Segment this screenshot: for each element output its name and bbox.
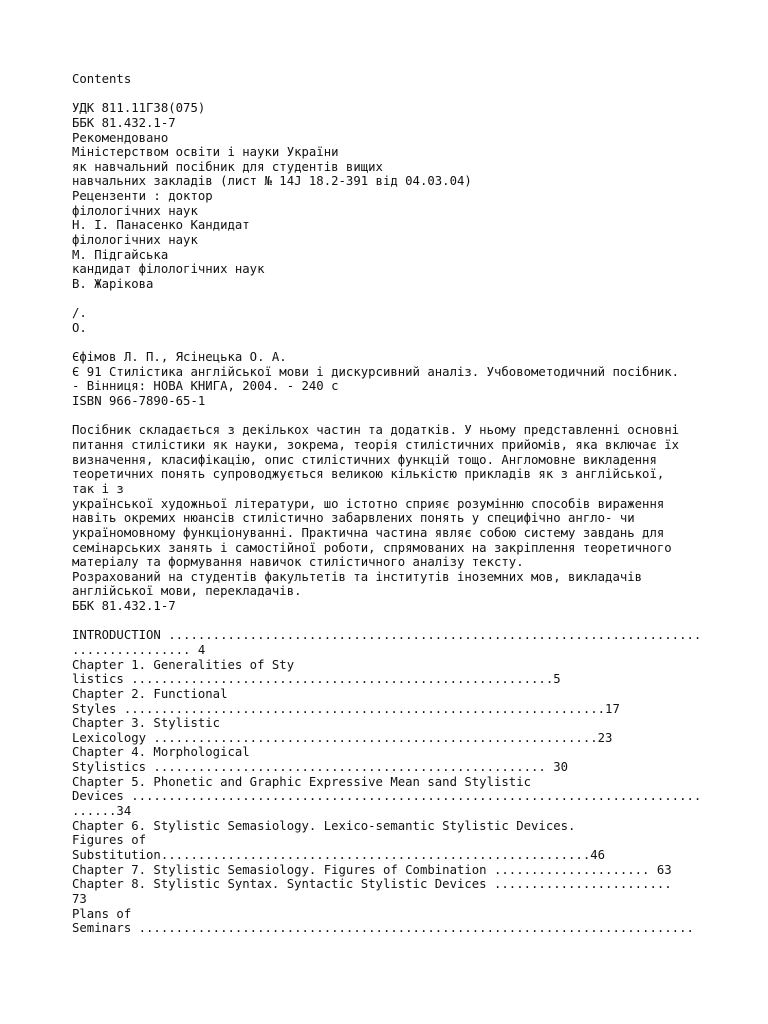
- toc-line: Chapter 3. Stylistic: [72, 716, 221, 731]
- stray-mark: О.: [72, 320, 87, 335]
- toc-line: Devices .............................................................................: [72, 789, 702, 804]
- annotation-line: матеріалу та формування навичок стилістичного аналізу тексту.: [72, 555, 524, 570]
- toc-line: Styles .................................................................17: [72, 701, 620, 716]
- toc-line: Chapter 1. Generalities of Sty: [72, 657, 295, 672]
- annotation-line: визначення, класифікацію, опис стилістичних функцій тощо. Англомовне викладення: [72, 452, 657, 467]
- annotation-line: так і з: [72, 481, 124, 496]
- blank-line: [72, 87, 752, 102]
- toc-line: Chapter 5. Phonetic and Graphic Expressive Mean sand Stylistic: [72, 774, 532, 789]
- toc-line: Lexicology ............................................................23: [72, 730, 613, 745]
- toc-line: Substitution..........................................................46: [72, 847, 606, 862]
- annotation-line: питання стилістики як науки, зокрема, теорія стилістичних прийомів, яка включає їх: [72, 438, 680, 453]
- annotation-line: ББК 81.432.1-7: [72, 599, 176, 614]
- toc-line: ................ 4: [72, 642, 206, 657]
- document-page: [72, 72, 752, 936]
- stray-mark: /.: [72, 306, 87, 321]
- imprint-line: філологічних наук: [72, 203, 198, 218]
- toc-line: Chapter 7. Stylistic Semasiology. Figures of Combination ..................... 63: [72, 862, 672, 877]
- page-title: Contents: [72, 72, 132, 86]
- imprint-line: навчальних закладів (лист № 14Ј 18.2-391 від 04.03.04): [72, 174, 472, 189]
- imprint-line: ББК 81.432.1-7: [72, 115, 176, 130]
- imprint-line: Рецензенти : доктор: [72, 189, 213, 204]
- toc-line: Chapter 6. Stylistic Semasiology. Lexico-semantic Stylistic Devices.: [72, 818, 576, 833]
- toc-line: Seminars ...........................................................................: [72, 921, 694, 936]
- toc-line: listics .........................................................5: [72, 672, 561, 687]
- annotation-line: Розрахований на студентів факультетів та інститутів іноземних мов, викладачів: [72, 569, 643, 584]
- catalog-line: Єфімов Л. П., Ясінецька О. А.: [72, 350, 287, 365]
- imprint-line: філологічних наук: [72, 233, 198, 248]
- toc-line: Chapter 2. Functional: [72, 686, 228, 701]
- blank-line: [72, 614, 752, 629]
- imprint-line: Рекомендовано: [72, 130, 169, 145]
- toc-line: INTRODUCTION ........................................................................: [72, 628, 702, 643]
- blank-line: [72, 336, 752, 351]
- toc-line: Plans of: [72, 906, 132, 921]
- blank-line: [72, 409, 752, 424]
- imprint-line: М. Підгайська: [72, 247, 169, 262]
- annotation-line: україномовному функціонуванні. Практична частина являє собою систему завдань для: [72, 525, 665, 540]
- annotation-line: семінарських занять і самостійної роботи, спрямованих на закріплення теоретичного: [72, 540, 672, 555]
- annotation-line: навіть окремих нюансів стилістично забарвлених понять у специфічно англо- чи: [72, 511, 635, 526]
- catalog-line: Є 91 Стилістика англійської мови і дискурсивний аналіз. Учбовометодичний посібник.: [72, 364, 680, 379]
- annotation-line: української художньої літератури, шо істотно сприяє розумінню способів вираження: [72, 496, 665, 511]
- catalog-line: - Вінниця: НОВА КНИГА, 2004. - 240 с: [72, 379, 339, 394]
- catalog-line: ISBN 966-7890-65-1: [72, 394, 206, 409]
- toc-line: Chapter 4. Morphological: [72, 745, 250, 760]
- toc-line: Stylistics ..................................................... 30: [72, 760, 569, 775]
- toc-line: Chapter 8. Stylistic Syntax. Syntactic Stylistic Devices ........................: [72, 877, 672, 892]
- imprint-line: Міністерством освіти і науки України: [72, 145, 339, 160]
- imprint-line: кандидат філологічних наук: [72, 262, 265, 277]
- toc-line: ......34: [72, 804, 132, 819]
- toc-line: 73: [72, 891, 87, 906]
- blank-line: [72, 292, 752, 307]
- annotation-line: Посібник складається з декількох частин та додатків. У ньому представленні основні: [72, 423, 680, 438]
- imprint-line: як навчальний посібник для студентів вищих: [72, 159, 383, 174]
- annotation-line: теоретичних понять супроводжується великою кількістю прикладів як з англійської,: [72, 467, 665, 482]
- imprint-line: УДК 811.11Г38(075): [72, 101, 206, 116]
- imprint-line: Н. І. Панасенко Кандидат: [72, 218, 250, 233]
- annotation-line: англійської мови, перекладачів.: [72, 584, 302, 599]
- imprint-line: В. Жарікова: [72, 276, 154, 291]
- toc-line: Figures of: [72, 833, 147, 848]
